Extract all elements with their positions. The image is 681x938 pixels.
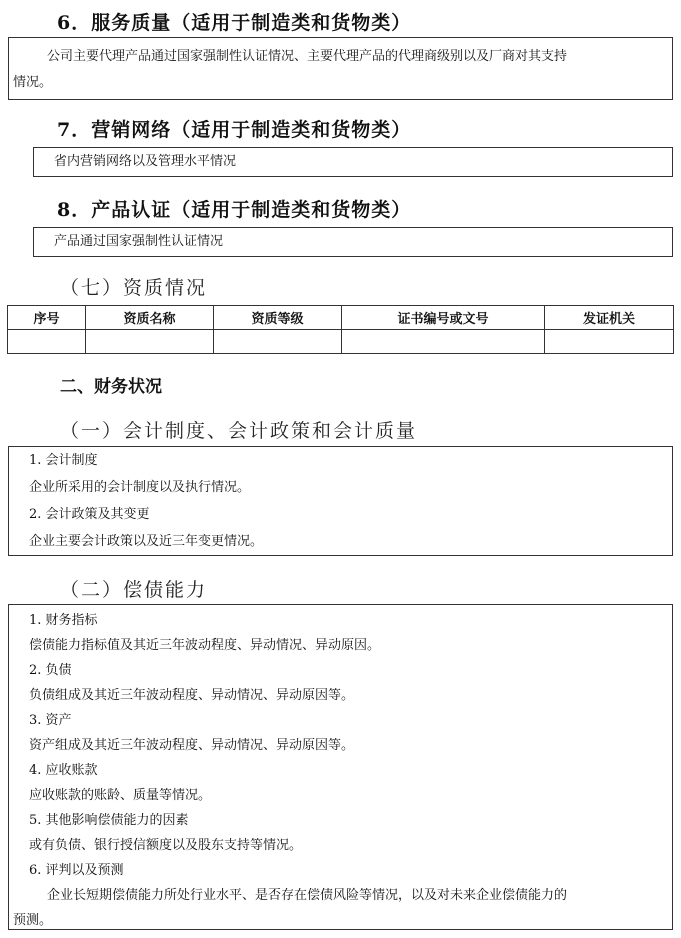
header-qualification-level: 资质等级 bbox=[214, 306, 342, 330]
accounting-item-1-desc: 企业所采用的会计制度以及执行情况。 bbox=[29, 480, 251, 495]
finance-title: 二、财务状况 bbox=[60, 377, 162, 397]
qualification-title: （七）资质情况 bbox=[60, 277, 208, 299]
solvency-item-3: 3. 资产 bbox=[29, 713, 72, 728]
solvency-item-4: 4. 应收账款 bbox=[29, 763, 98, 778]
section-6-title: 6．服务质量（适用于制造类和货物类） bbox=[57, 12, 412, 34]
cell-empty[interactable] bbox=[8, 330, 86, 354]
accounting-item-2-desc: 企业主要会计政策以及近三年变更情况。 bbox=[29, 534, 264, 549]
header-certificate-number: 证书编号或文号 bbox=[342, 306, 545, 330]
cell-empty[interactable] bbox=[86, 330, 214, 354]
solvency-item-4-desc: 应收账款的账龄、质量等情况。 bbox=[29, 788, 212, 803]
solvency-item-6-desc-line2: 预测。 bbox=[13, 913, 53, 928]
solvency-item-5-desc: 或有负债、银行授信额度以及股东支持等情况。 bbox=[29, 838, 303, 853]
solvency-item-6: 6. 评判以及预测 bbox=[29, 863, 124, 878]
solvency-item-5: 5. 其他影响偿债能力的因素 bbox=[29, 813, 189, 828]
qualification-table-wrap bbox=[7, 305, 674, 354]
solvency-item-2-desc: 负债组成及其近三年波动程度、异动情况、异动原因等。 bbox=[29, 688, 355, 703]
section-7-text: 省内营销网络以及管理水平情况 bbox=[54, 154, 237, 169]
qualification-table bbox=[7, 305, 674, 354]
section-7-title: 7．营销网络（适用于制造类和货物类） bbox=[57, 119, 412, 141]
solvency-item-3-desc: 资产组成及其近三年波动程度、异动情况、异动原因等。 bbox=[29, 738, 355, 753]
accounting-item-2: 2. 会计政策及其变更 bbox=[29, 507, 150, 522]
section-6-text-line2: 情况。 bbox=[13, 75, 53, 90]
solvency-item-1-desc: 偿债能力指标值及其近三年波动程度、异动情况、异动原因。 bbox=[29, 638, 381, 653]
section-8-text: 产品通过国家强制性认证情况 bbox=[54, 234, 224, 249]
cell-empty[interactable] bbox=[214, 330, 342, 354]
section-6-text-line1: 公司主要代理产品通过国家强制性认证情况、主要代理产品的代理商级别以及厂商对其支持 bbox=[47, 49, 568, 64]
header-index: 序号 bbox=[8, 306, 86, 330]
solvency-item-1: 1. 财务指标 bbox=[29, 613, 98, 628]
solvency-box bbox=[8, 604, 673, 930]
solvency-item-2: 2. 负债 bbox=[29, 663, 72, 678]
accounting-box bbox=[8, 446, 673, 556]
header-issuing-authority: 发证机关 bbox=[545, 306, 674, 330]
cell-empty[interactable] bbox=[342, 330, 545, 354]
accounting-item-1: 1. 会计制度 bbox=[29, 453, 98, 468]
qualification-empty-row bbox=[8, 330, 674, 354]
cell-empty[interactable] bbox=[545, 330, 674, 354]
section-6-box bbox=[8, 37, 673, 100]
section-7-box bbox=[33, 147, 673, 177]
section-8-box bbox=[33, 227, 673, 257]
header-qualification-name: 资质名称 bbox=[86, 306, 214, 330]
solvency-item-6-desc-line1: 企业长短期偿债能力所处行业水平、是否存在偿债风险等情况，以及对未来企业偿债能力的 bbox=[47, 888, 568, 903]
accounting-title: （一）会计制度、会计政策和会计质量 bbox=[60, 420, 418, 442]
qualification-header-row bbox=[8, 306, 674, 330]
solvency-title: （二）偿债能力 bbox=[60, 579, 208, 601]
section-8-title: 8．产品认证（适用于制造类和货物类） bbox=[57, 199, 412, 221]
